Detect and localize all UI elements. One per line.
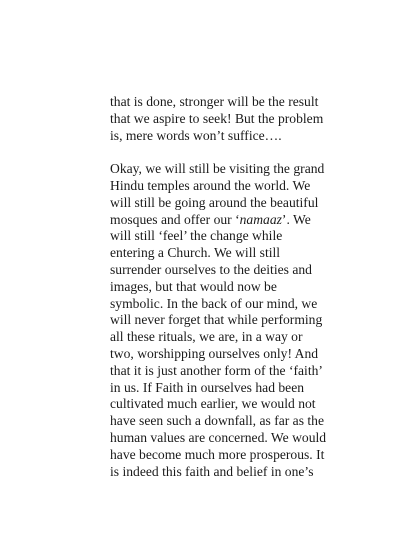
text-line: have seen such a downfall, as far as the — [110, 413, 325, 429]
text-line: Okay, we will still be visiting the grand — [110, 161, 325, 177]
text-line: entering a Church. We will still — [110, 245, 281, 261]
text-line — [110, 212, 320, 229]
text-line: will never forget that while performing — [110, 312, 323, 328]
paragraph-gap — [110, 144, 320, 161]
text-line: cultivated much earlier, we would not — [110, 396, 316, 412]
text-line: that it is just another form of the ‘faith’ — [110, 362, 323, 378]
paragraph-1 — [110, 94, 324, 144]
text-line: symbolic. In the back of our mind, we — [110, 295, 318, 311]
text-line: will still ‘feel’ the change while — [110, 228, 283, 244]
text-line: that is done, stronger will be the result — [110, 94, 319, 109]
text-segment: ’. We — [281, 211, 311, 227]
text-line: two, worshipping ourselves only! And — [110, 345, 319, 361]
text-line: will still be going around the beautiful — [110, 194, 319, 210]
text-segment: mosques and offer our ‘ — [110, 211, 240, 227]
italic-word: namaaz — [239, 211, 282, 227]
text-line: have become much more prosperous. It — [110, 446, 325, 462]
text-line: in us. If Faith in ourselves had been — [110, 379, 305, 395]
text-line: Hindu temples around the world. We — [110, 177, 311, 193]
paragraph-2 — [110, 161, 327, 480]
text-line: is, mere words won’t suffice…. — [110, 127, 282, 143]
text-line: surrender ourselves to the deities and — [110, 261, 312, 277]
text-line: images, but that would now be — [110, 278, 277, 294]
text-line: that we aspire to seek! But the problem — [110, 110, 324, 126]
text-line: is indeed this faith and belief in one’s — [110, 463, 314, 479]
text-line: all these rituals, we are, in a way or — [110, 329, 303, 345]
body-text — [110, 94, 327, 480]
text-line: human values are concerned. We would — [110, 429, 327, 445]
